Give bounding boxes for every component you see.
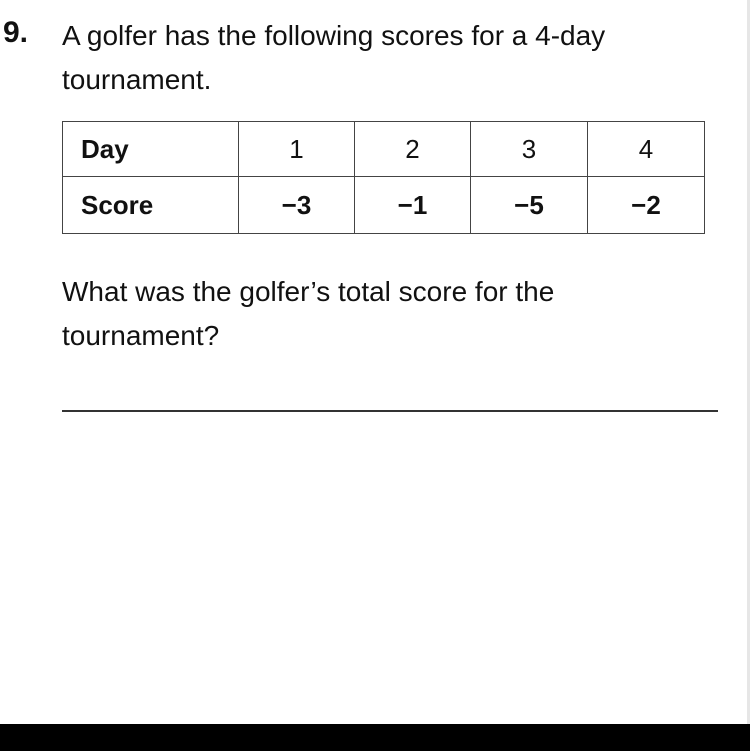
day-cell: 2 [355, 122, 471, 177]
day-cell: 4 [588, 122, 705, 177]
question-number: 9. [3, 16, 29, 49]
score-cell: −5 [471, 177, 588, 234]
day-header-cell: Day [63, 122, 239, 177]
score-row [63, 177, 705, 234]
score-cell: −3 [239, 177, 355, 234]
question-stem: A golfer has the following scores for a 4-day tournament. [62, 20, 606, 95]
day-cell: 1 [239, 122, 355, 177]
score-cell: −2 [588, 177, 705, 234]
day-row [63, 122, 705, 177]
score-header-cell: Score [63, 177, 239, 234]
day-cell: 3 [471, 122, 588, 177]
question-prompt: What was the golfer’s total score for the tournament? [62, 276, 555, 351]
bottom-black-bar [0, 724, 750, 751]
score-table [62, 121, 705, 234]
score-cell: −1 [355, 177, 471, 234]
answer-line[interactable] [62, 410, 718, 412]
